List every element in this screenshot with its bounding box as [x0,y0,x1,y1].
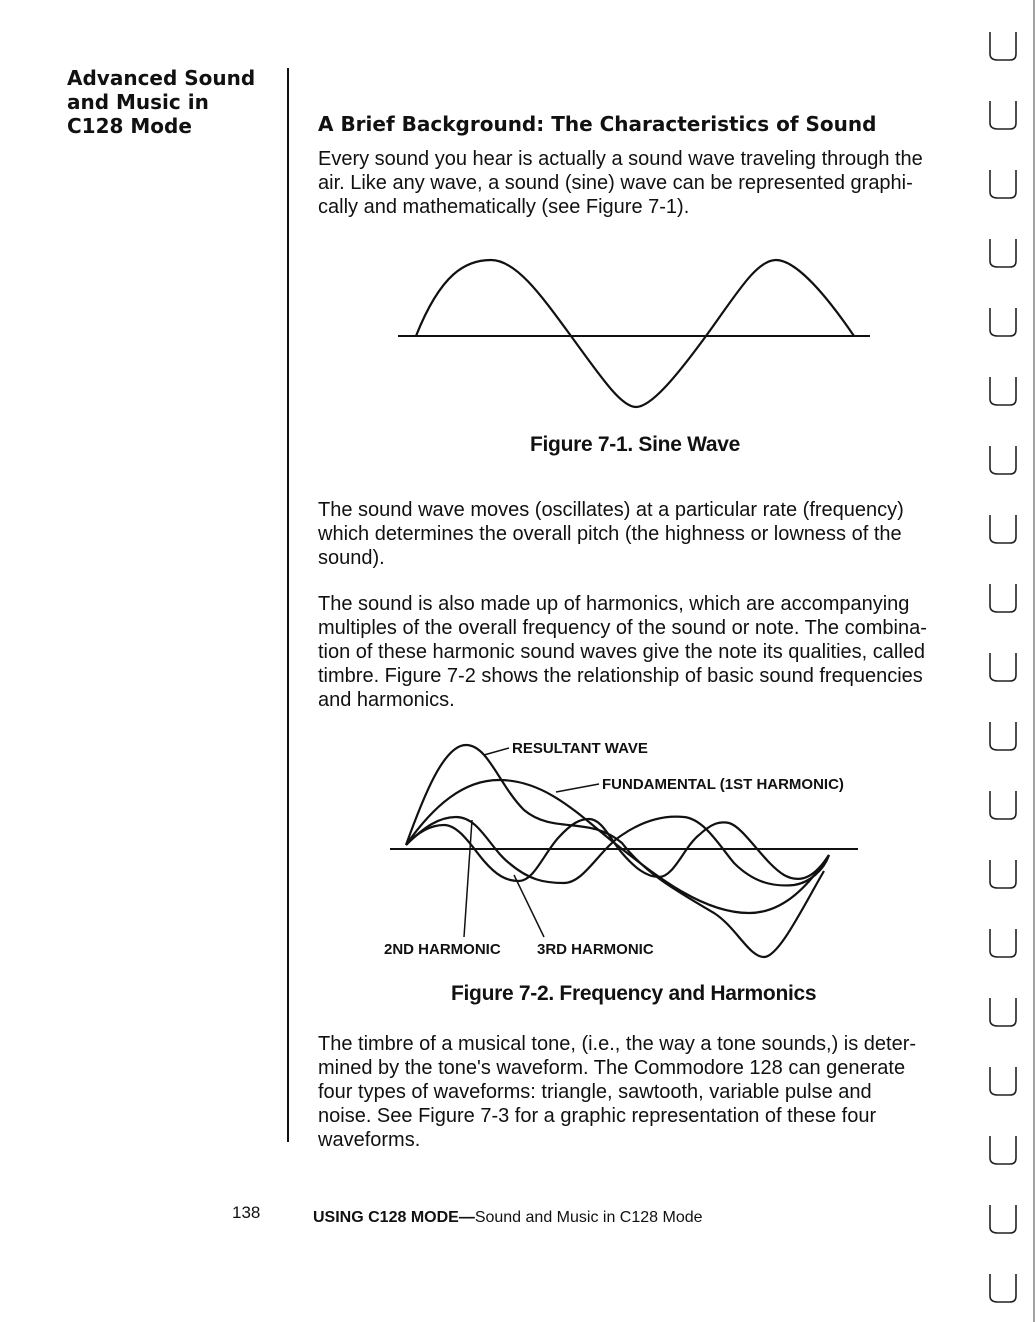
figure-7-2-caption: Figure 7-2. Frequency and Harmonics [451,982,817,1005]
section-heading: A Brief Background: The Characteristics of Sound [318,112,877,136]
paragraph-2 [318,498,958,570]
binding-hole [990,515,1016,543]
paragraph-line: and harmonics. [318,689,455,711]
paragraph-line: four types of waveforms: triangle, sawtooth, variable pulse and [318,1081,872,1103]
vertical-divider [287,68,289,1142]
second-harmonic-label: 2ND HARMONIC [384,941,501,958]
binding-hole [990,32,1016,60]
paragraph-line: sound). [318,547,385,569]
resultant-pointer [484,748,509,755]
side-title-line-1: Advanced Sound [67,66,256,90]
footer-dash: — [458,1209,475,1226]
paragraph-line: air. Like any wave, a sound (sine) wave can be represented graphi- [318,172,913,194]
binding-hole [990,653,1016,681]
fundamental-pointer [556,784,599,792]
paragraph-4 [318,1032,958,1152]
binding-hole [990,1274,1016,1302]
binding-hole [990,860,1016,888]
binding-hole [990,998,1016,1026]
binding-hole [990,239,1016,267]
paragraph-line: noise. See Figure 7-3 for a graphic representation of these four [318,1105,877,1127]
paragraph-line: Every sound you hear is actually a sound wave traveling through the [318,148,923,170]
page-number: 138 [232,1203,261,1222]
paragraph-line: cally and mathematically (see Figure 7-1). [318,196,690,218]
binding-hole [990,584,1016,612]
binding-hole [990,101,1016,129]
third-harmonic-label: 3RD HARMONIC [537,941,654,958]
paragraph-line: which determines the overall pitch (the highness or lowness of the [318,523,902,545]
footer-section: USING C128 MODE [313,1209,459,1226]
binding-hole [990,722,1016,750]
binding-hole [990,308,1016,336]
paragraph-line: multiples of the overall frequency of the sound or note. The combina- [318,617,927,639]
side-title-line-2: and Music in [67,90,209,114]
paragraph-line: The sound is also made up of harmonics, which are accompanying [318,593,910,615]
paragraph-line: mined by the tone's waveform. The Commodore 128 can generate [318,1057,906,1079]
binding-holes [980,0,1036,1322]
running-footer [313,1208,703,1228]
binding-hole [990,377,1016,405]
binding-hole [990,170,1016,198]
side-title-line-3: C128 Mode [67,114,192,138]
figure-7-2-harmonics [384,735,864,965]
chapter-side-title [67,66,267,138]
paragraph-line: timbre. Figure 7-2 shows the relationship of basic sound frequencies [318,665,923,687]
third-harmonic-pointer [514,875,544,937]
binding-hole [990,446,1016,474]
fundamental-label: FUNDAMENTAL (1ST HARMONIC) [602,776,844,793]
figure-7-1-sine-wave [396,255,872,415]
paragraph-line: The sound wave moves (oscillates) at a particular rate (frequency) [318,499,904,521]
binding-hole [990,791,1016,819]
resultant-wave-label: RESULTANT WAVE [512,740,648,757]
footer-chapter: Sound and Music in C128 Mode [474,1209,703,1226]
paragraph-line: The timbre of a musical tone, (i.e., the way a tone sounds,) is deter- [318,1033,917,1055]
sine-curve [416,260,854,407]
binding-hole [990,1136,1016,1164]
paragraph-line: waveforms. [318,1129,421,1151]
binding-hole [990,1205,1016,1233]
figure-7-1-caption: Figure 7-1. Sine Wave [530,433,740,456]
paragraph-3 [318,592,958,712]
binding-hole [990,1067,1016,1095]
binding-hole [990,929,1016,957]
paragraph-1 [318,147,958,219]
paragraph-line: tion of these harmonic sound waves give the note its qualities, called [318,641,926,663]
